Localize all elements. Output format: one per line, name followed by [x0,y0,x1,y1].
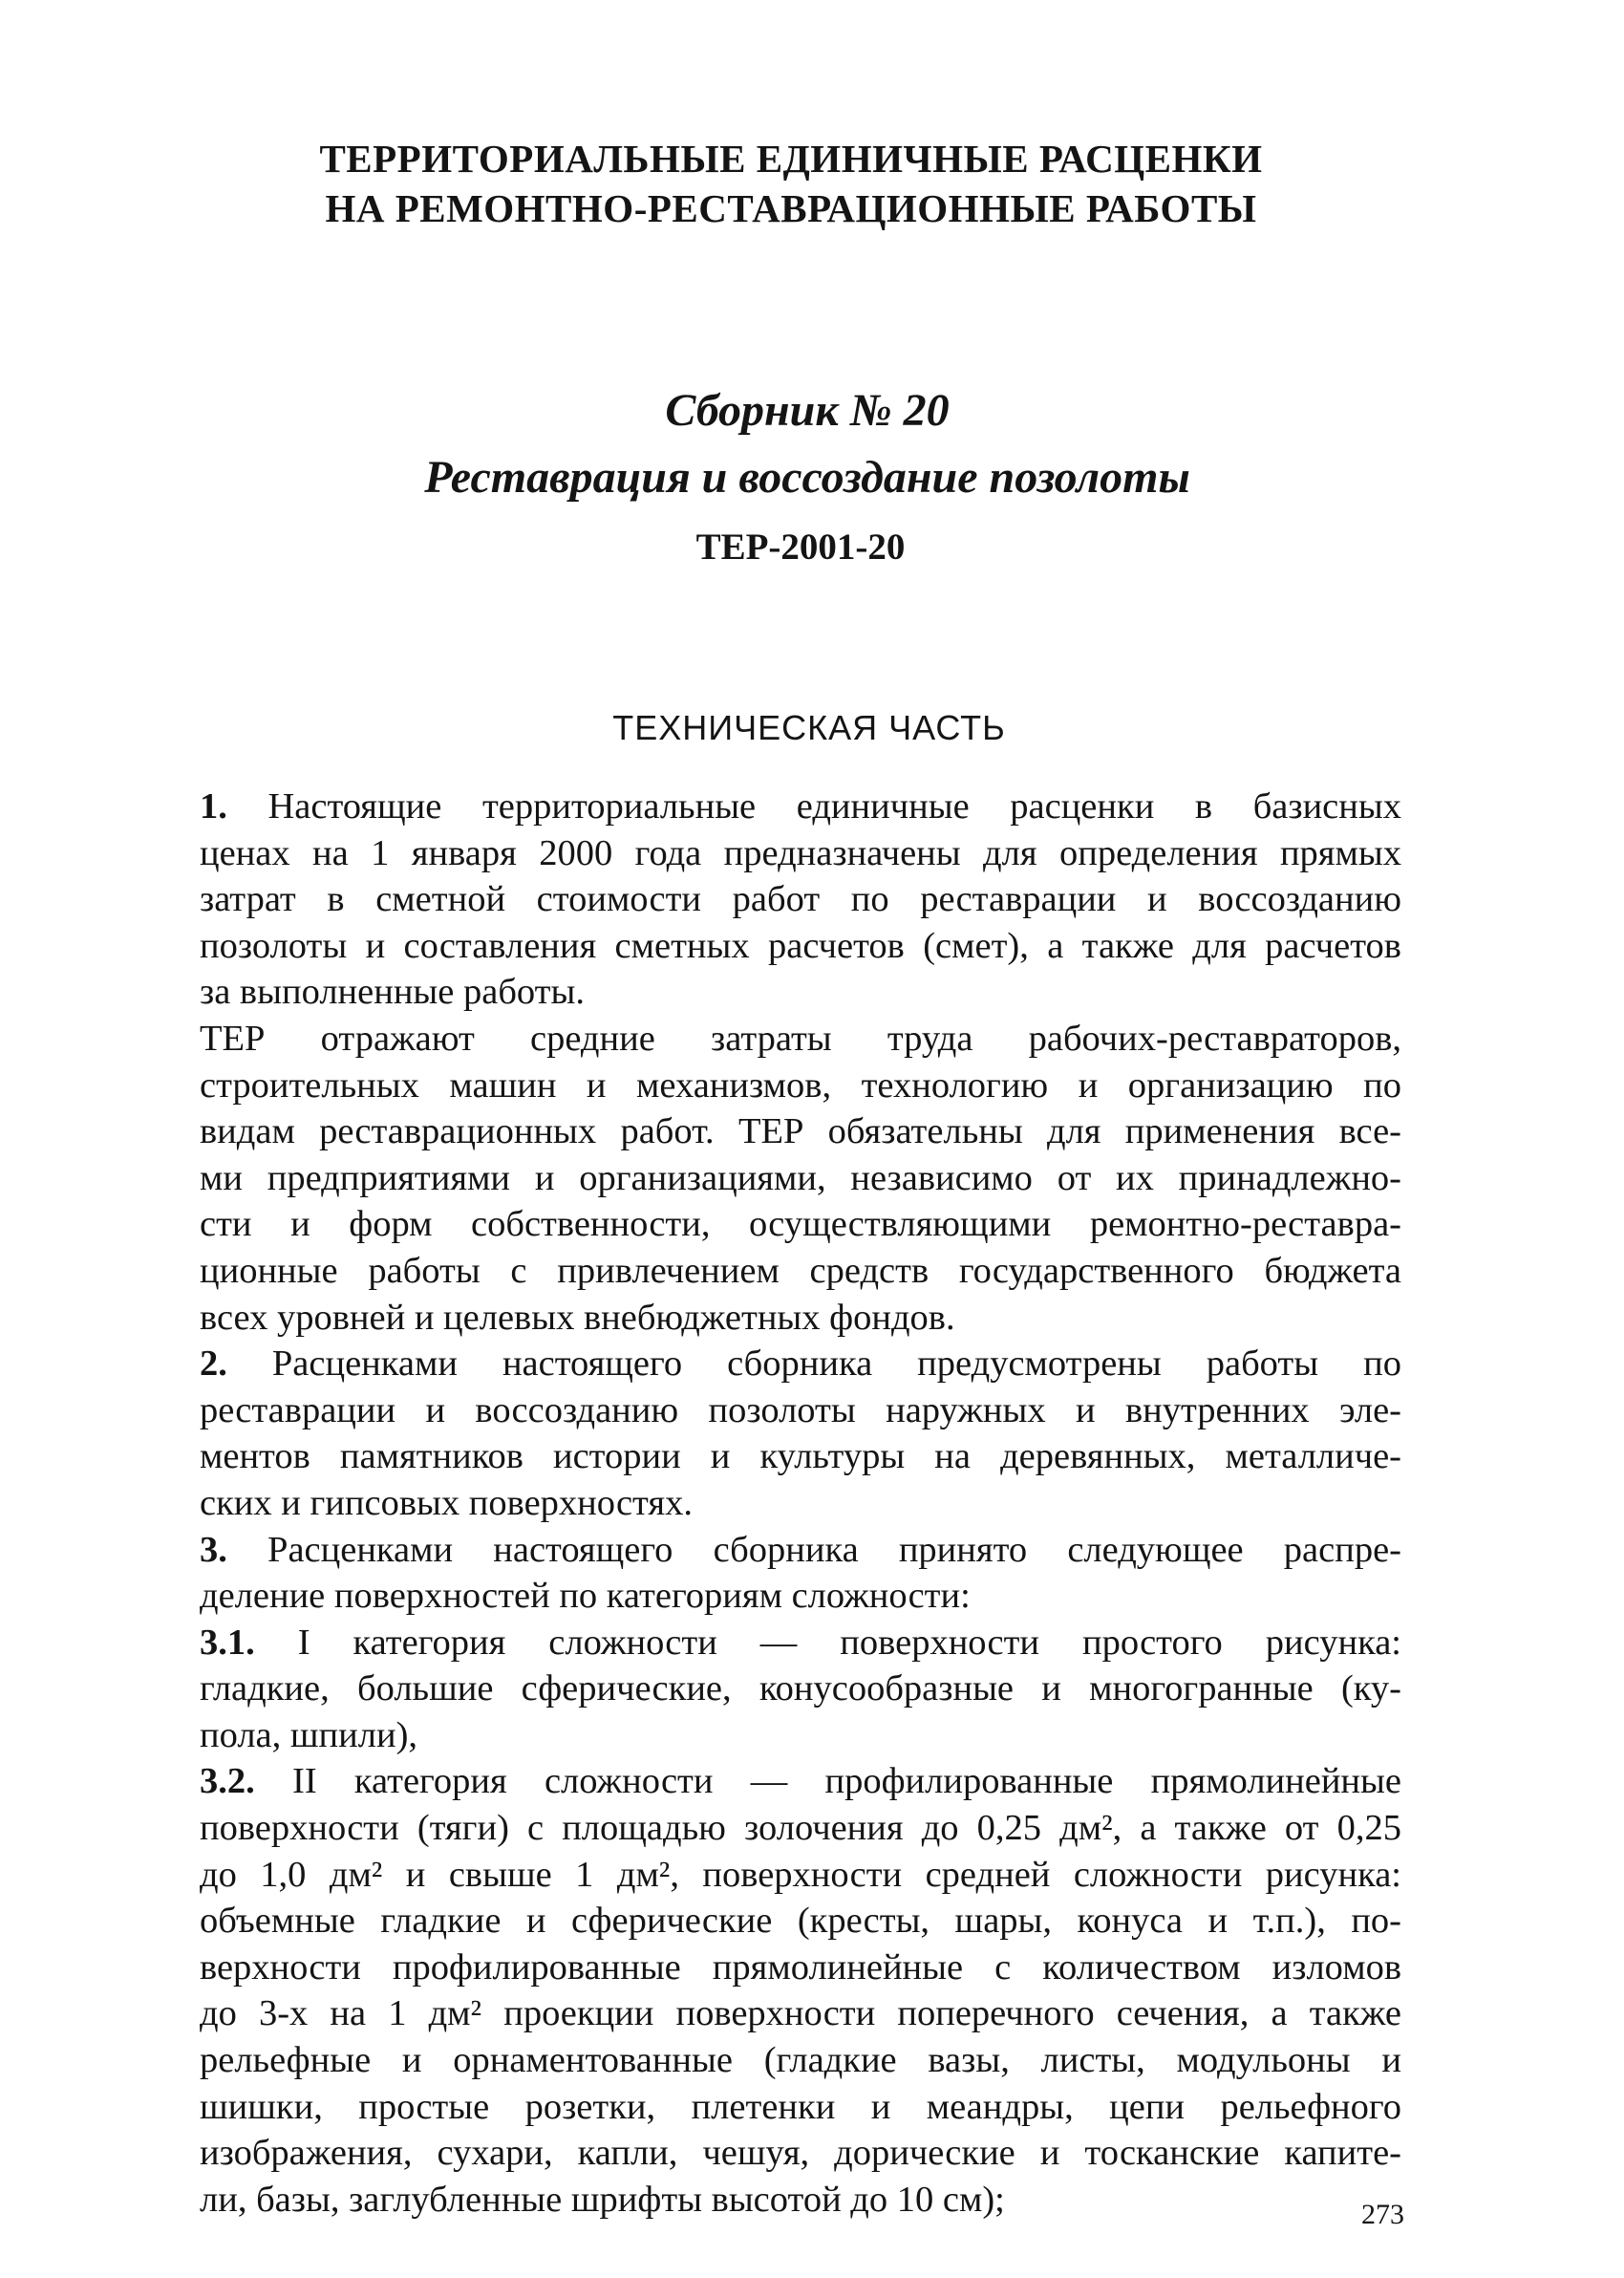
paragraph-line: рельефные и орнаментованные (гладкие вазы, листы, модульоны и [200,2040,1401,2081]
paragraph-line [121,1527,1401,1574]
section-title-block [0,705,1624,751]
paragraph-line: за выполненные работы. [200,972,585,1013]
section-title: ТЕХНИЧЕСКАЯ ЧАСТЬ [612,708,1006,747]
paragraph-line [121,1341,1401,1387]
paragraph-number: 3.2. [200,1761,255,1802]
line-text: Расценками настоящего сборника принято следующее распре- [226,1529,1401,1570]
paragraph-line: пола, шпили), [200,1714,418,1755]
paragraph-line: затрат в сметной стоимости работ по реставрации и воссозданию [200,879,1401,920]
paragraph-line: объемные гладкие и сферические (кресты, шары, конуса и т.п.), по- [200,1901,1401,1942]
paragraph-number: 3. [200,1529,227,1570]
paragraph-line: шишки, простые розетки, плетенки и меандры, цепи рельефного [200,2086,1401,2127]
paragraph-line: ценах на 1 января 2000 года предназначены для определения прямых [200,832,1401,873]
document-header [0,134,1624,233]
line-text: Настоящие территориальные единичные расценки в базисных [226,786,1401,827]
paragraph-line: сти и форм собственности, осуществляющими ремонтно-реставра- [200,1204,1401,1245]
paragraph-line: поверхности (тяги) с площадью золочения до 0,25 дм², а также от 0,25 [200,1808,1401,1849]
paragraph-1 [121,784,1401,1016]
collection-block [0,377,1624,511]
paragraph-line: ми предприятиями и организациями, независимо от их принадлежно- [200,1157,1401,1198]
paragraph-line: ских и гипсовых поверхностях. [200,1482,693,1523]
paragraph-line: до 1,0 дм² и свыше 1 дм², поверхности средней сложности рисунка: [200,1854,1401,1895]
paragraph-3 [121,1341,1401,1526]
paragraph-2 [121,1016,1401,1341]
paragraph-line: гладкие, большие сферические, конусообразные и многогранные (ку- [200,1668,1401,1709]
header-line-2: НА РЕМОНТНО-РЕСТАВРАЦИОННЫЕ РАБОТЫ [325,186,1257,230]
collection-title: Реставрация и воссоздание позолоты [424,452,1190,503]
paragraph-line: ционные работы с привлечением средств государственного бюджета [200,1250,1401,1291]
page-number: 273 [1361,2199,1404,2230]
paragraph-line: верхности профилированные прямолинейные с количеством изломов [200,1946,1401,1988]
paragraph-line [121,784,1401,830]
paragraph-5 [121,1620,1401,1759]
collection-number: Сборник № 20 [665,385,950,436]
paragraph-line [121,1758,1401,1805]
paragraph-line: видам реставрационных работ. ТЕР обязательны для применения все- [200,1111,1401,1152]
paragraph-number: 1. [200,786,227,827]
paragraph-line: реставрации и воссозданию позолоты наружных и внутренних эле- [200,1389,1401,1430]
document-code-block [0,524,1624,571]
paragraph-4 [121,1527,1401,1620]
paragraph-number: 3.1. [200,1622,255,1663]
document-code: ТЕР-2001-20 [695,527,906,568]
paragraph-line: ли, базы, заглубленные шрифты высотой до 10 см); [200,2179,1005,2220]
paragraph-line: всех уровней и целевых внебюджетных фондов. [200,1297,955,1338]
paragraph-line [121,1620,1401,1666]
paragraph-line: деление поверхностей по категориям сложности: [200,1576,971,1617]
paragraph-line: позолоты и составления сметных расчетов (смет), а также для расчетов [200,925,1401,966]
header-line-1: ТЕРРИТОРИАЛЬНЫЕ ЕДИНИЧНЫЕ РАСЦЕНКИ [319,137,1263,181]
line-text: I категория сложности — поверхности простого рисунка: [254,1622,1401,1663]
paragraph-line: строительных машин и механизмов, технологию и организацию по [200,1064,1401,1106]
paragraph-line: изображения, сухари, капли, чешуя, дорические и тосканские капите- [200,2133,1401,2174]
paragraph-line: до 3-х на 1 дм² проекции поверхности поперечного сечения, а также [200,1993,1401,2034]
line-text: Расценками настоящего сборника предусмотрены работы по [226,1343,1401,1385]
paragraph-line: ментов памятников истории и культуры на деревянных, металличе- [200,1436,1401,1477]
line-text: II категория сложности — профилированные прямолинейные [254,1761,1401,1802]
body-text [121,784,1401,2223]
paragraph-number: 2. [200,1343,227,1385]
paragraph-6 [121,1758,1401,2223]
paragraph-line: ТЕР отражают средние затраты труда рабочих-реставраторов, [200,1018,1401,1059]
